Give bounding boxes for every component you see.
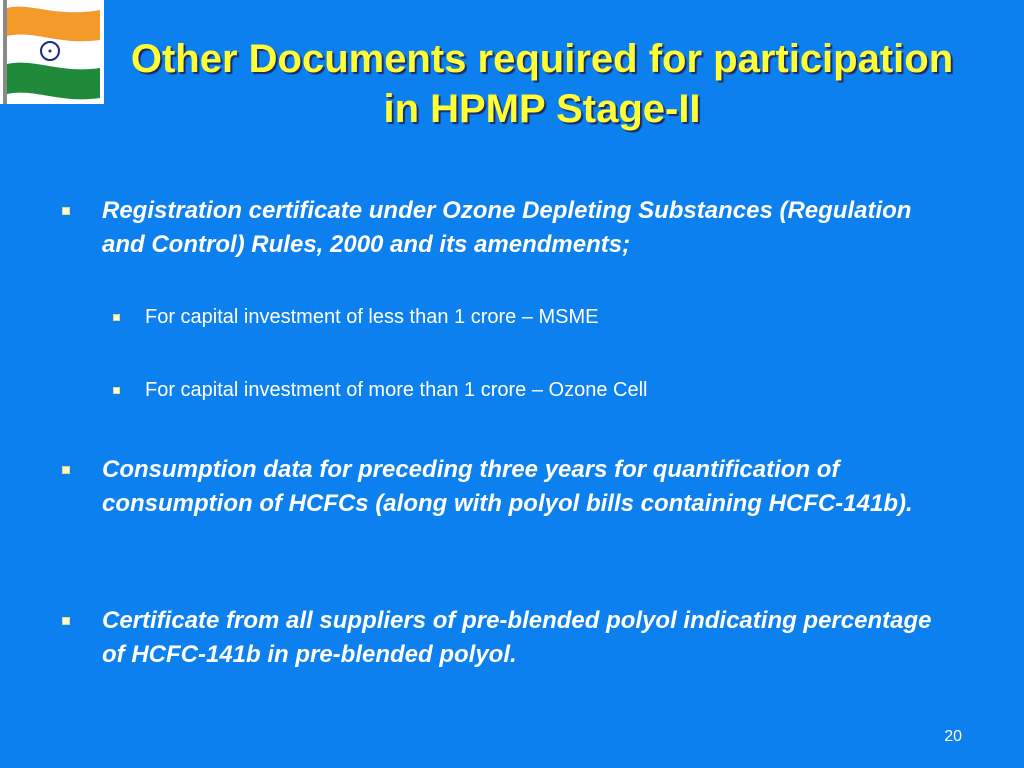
title-line-2: in HPMP Stage-II [383, 87, 701, 131]
bullet-registration-certificate [62, 194, 942, 262]
bullet-marker-icon [62, 207, 70, 215]
sub-bullet-ozone-cell [113, 375, 973, 405]
bullet-marker-icon [113, 314, 120, 321]
bullet-text: Certificate from all suppliers of pre-blended polyol indicating percentage of HCFC-141b in pre-blended polyol. [102, 607, 932, 668]
bullet-consumption-data [62, 453, 942, 521]
bullet-text: Consumption data for preceding three years for quantification of consumption of HCFCs (along with polyol bills containing HCFC-141b). [102, 456, 913, 517]
slide-title [60, 34, 1024, 134]
page-number: 20 [944, 728, 962, 745]
sub-bullet-msme [113, 302, 973, 332]
bullet-supplier-certificate [62, 604, 942, 672]
bullet-text: Registration certificate under Ozone Depleting Substances (Regulation and Control) Rules, 2000 and its amendments; [102, 197, 912, 258]
bullet-marker-icon [62, 466, 70, 474]
sub-bullet-text: For capital investment of more than 1 crore – Ozone Cell [145, 379, 648, 401]
title-line-1: Other Documents required for participation [130, 37, 954, 81]
bullet-marker-icon [113, 387, 120, 394]
bullet-marker-icon [62, 617, 70, 625]
sub-bullet-text: For capital investment of less than 1 crore – MSME [145, 306, 599, 328]
